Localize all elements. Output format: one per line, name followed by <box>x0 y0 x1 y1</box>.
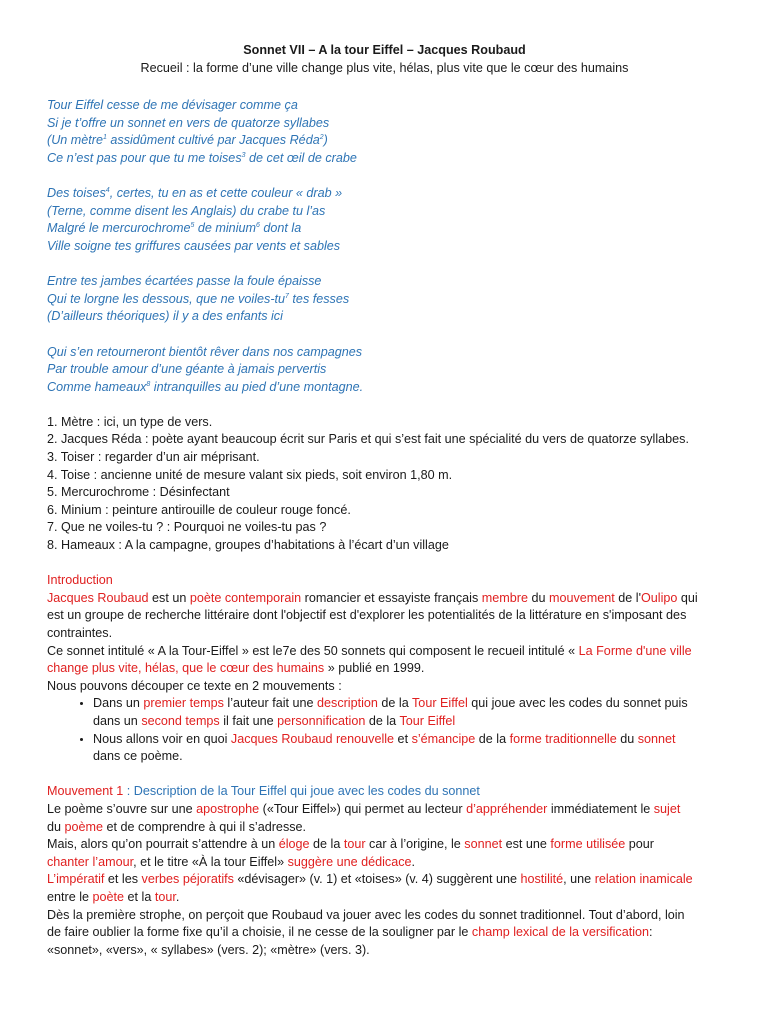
paragraph-line: chanter l’amour, et le titre «À la tour Eiffel» suggère une dédicace. <box>47 854 416 869</box>
poem-line: (Un mètre$^1$ assidûment cultivé par Jacques Réda$^2$) <box>47 133 328 148</box>
poem-stanza-3 <box>47 273 722 326</box>
paragraph-line: Le poème s’ouvre sur une apostrophe («Tour Eiffel») qui permet au lecteur d’appréhender immédiatement le sujet <box>47 801 681 816</box>
paragraph-line: «sonnet», «vers», « syllabes» (vers. 2); «mètre» (vers. 3). <box>47 942 370 957</box>
list-item: • Dans un premier temps l’auteur fait une description de la Tour Eiffel qui joue avec les codes du sonnet puis dans un second temps il fait une personnification de la Tour Eiffel <box>93 695 722 730</box>
footnotes-list <box>47 414 722 555</box>
footnote-ref[interactable]: 8 <box>146 380 151 388</box>
footnote-ref[interactable]: 2 <box>319 134 324 142</box>
poem-stanza-2 <box>47 185 722 255</box>
movement-1-section <box>47 783 722 959</box>
poem-line: Par trouble amour d’une géante à jamais pervertis <box>47 362 327 377</box>
paragraph-line: entre le poète et la tour. <box>47 889 180 904</box>
poem-line: (Terne, comme disent les Anglais) du crabe tu l’as <box>47 203 326 218</box>
section-heading: Introduction <box>47 573 113 588</box>
paragraph-line: Dès la première strophe, on perçoit que Roubaud va jouer avec les codes du sonnet traditionnel. Tout d’abord, loin <box>47 907 685 922</box>
paragraph-line: L’impératif et les verbes péjoratifs «dévisager» (v. 1) et «toises» (v. 4) suggèrent une hostilité, une relation inamicale <box>47 872 693 887</box>
paragraph-line: Mais, alors qu’on pourrait s’attendre à un éloge de la tour car à l’origine, le sonnet est une forme utilisée pour <box>47 837 655 852</box>
paragraph-line: est un groupe de recherche littéraire dont l'objectif est d'explorer les potentialités de la littérature en s'imposant des <box>47 608 687 623</box>
footnote-item: 7. Que ne voiles-tu ? : Pourquoi ne voiles-tu pas ? <box>47 520 327 535</box>
document-title: Sonnet VII – A la tour Eiffel – Jacques Roubaud <box>243 43 526 57</box>
list-item: • Nous allons voir en quoi Jacques Roubaud renouvelle et s’émancipe de la forme traditionnelle du sonnet dans ce poème. <box>93 731 722 766</box>
introduction-section <box>47 572 722 766</box>
footnote-item: 6. Minium : peinture antirouille de couleur rouge foncé. <box>47 502 351 517</box>
paragraph-line: change plus vite, hélas, que le cœur des humains » publié en 1999. <box>47 661 425 676</box>
poem-line: Si je t’offre un sonnet en vers de quatorze syllabes <box>47 115 330 130</box>
footnote-item: 3. Toiser : regarder d’un air méprisant. <box>47 450 260 465</box>
footnote-item: 8. Hameaux : A la campagne, groupes d’habitations à l’écart d’un village <box>47 538 449 553</box>
document-header <box>47 42 722 77</box>
poem-line: Comme hameaux$^8$ intranquilles au pied d’une montagne. <box>47 379 364 394</box>
poem-line: Qui te lorgne les dessous, que ne voiles-$tu^7$ tes fesses <box>47 291 350 306</box>
footnote-item: 4. Toise : ancienne unité de mesure valant six pieds, soit environ 1,80 m. <box>47 467 453 482</box>
footnote-item: 5. Mercurochrome : Désinfectant <box>47 485 230 500</box>
movements-list <box>47 695 722 765</box>
footnote-item: 2. Jacques Réda : poète ayant beaucoup écrit sur Paris et qui s’est fait une spécialité du vers de quatorze syllabes. <box>47 432 689 447</box>
footnote-item: 1. Mètre : ici, un type de vers. <box>47 414 213 429</box>
poem-stanza-1 <box>47 97 722 167</box>
footnote-ref[interactable]: 4 <box>105 187 110 195</box>
paragraph-line: Ce sonnet intitulé « A la Tour-Eiffel » est le7e des 50 sonnets qui composent le recueil intitulé « La Forme d'une ville <box>47 643 692 658</box>
poem-line: Des toises$^4$, certes, tu en as et cette couleur « drab » <box>47 186 343 201</box>
paragraph-line: Nous pouvons découper ce texte en 2 mouvements : <box>47 678 342 693</box>
poem-line: Tour Eiffel cesse de me dévisager comme ça <box>47 98 298 113</box>
footnote-ref[interactable]: 6 <box>255 222 260 230</box>
footnote-ref[interactable]: 5 <box>190 222 195 230</box>
poem-stanza-4 <box>47 344 722 397</box>
section-heading: Mouvement 1 : Description de la Tour Eiffel qui joue avec les codes du sonnet <box>47 784 480 799</box>
footnote-ref[interactable]: 3 <box>241 151 246 159</box>
document-subtitle: Recueil : la forme d’une ville change plus vite, hélas, plus vite que le cœur des humains <box>140 60 629 75</box>
paragraph-line: du poème et de comprendre à qui il s’adresse. <box>47 819 307 834</box>
poem-line: Entre tes jambes écartées passe la foule épaisse <box>47 274 322 289</box>
poem-line: Ville soigne tes griffures causées par vents et sables <box>47 238 341 253</box>
poem-line: Malgré le mercurochrome$^5$ de minium$^6$ dont la <box>47 221 302 236</box>
footnote-ref[interactable]: 1 <box>102 134 107 142</box>
paragraph-line: contraintes. <box>47 626 113 640</box>
poem-line: (D’ailleurs théoriques) il y a des enfants ici <box>47 309 283 324</box>
sonnet-poem <box>47 97 722 396</box>
paragraph-line: de faire oublier la forme fixe qu’il a choisie, il ne cesse de la souligner par le champ lexical de la versification: <box>47 925 653 940</box>
poem-line: Qui s’en retourneront bientôt rêver dans nos campagnes <box>47 344 363 359</box>
document-page <box>47 42 722 959</box>
paragraph-line: Jacques Roubaud est un poète contemporain romancier et essayiste français membre du mouvement de l'Oulipo qui <box>47 590 698 605</box>
poem-line: Ce n’est pas pour que tu me toises$^3$ de cet œil de crabe <box>47 150 357 165</box>
footnote-ref[interactable]: 7 <box>285 292 289 300</box>
